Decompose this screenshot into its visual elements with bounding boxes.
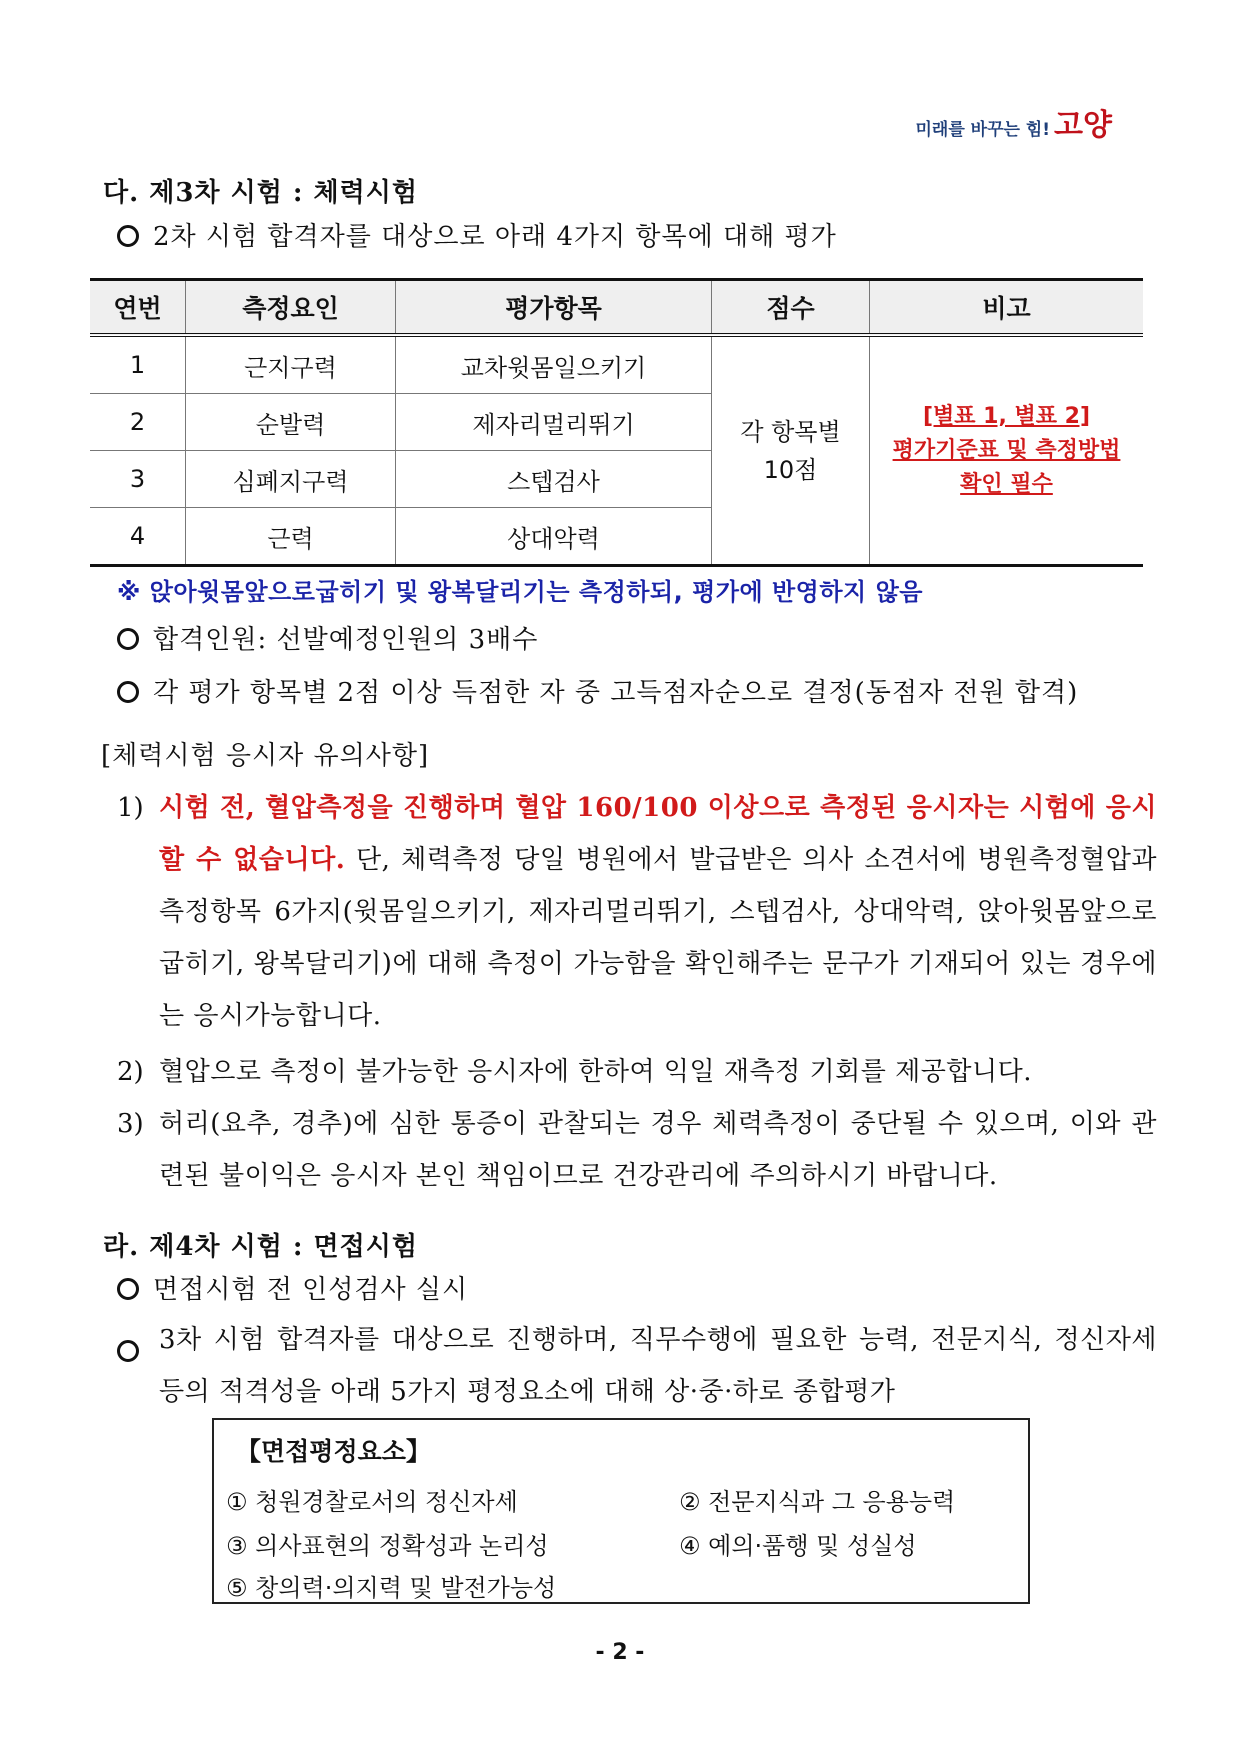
- box-title: 【면접평정요소】: [236, 1437, 431, 1466]
- row-item: 교차윗몸일으키기: [396, 335, 712, 394]
- factor-item: ④ 예의·품행 및 성실성: [679, 1532, 917, 1560]
- caution-item-1: [117, 782, 1157, 1042]
- header-remark: 비고: [870, 280, 1144, 336]
- factor-item: ③ 의사표현의 정확성과 논리성: [226, 1532, 549, 1560]
- factor-item: ⑤ 창의력·의지력 및 발전가능성: [226, 1574, 557, 1602]
- section4-bullet-1: 면접시험 전 인성검사 실시: [117, 1275, 468, 1305]
- caution-text: 혈압으로 측정이 불가능한 응시자에 한하여 익일 재측정 기회를 제공합니다.: [159, 1057, 1032, 1087]
- caution-item-3: [117, 1098, 1157, 1202]
- pass-count-bullet: 합격인원: 선발예정인원의 3배수: [117, 625, 538, 655]
- section3-heading: 다. 제3차 시험 : 체력시험: [103, 178, 418, 208]
- row-item: 상대악력: [396, 508, 712, 566]
- header-no: 연번: [90, 280, 186, 336]
- caution-number: 2): [117, 1057, 144, 1087]
- remark-line3: 확인 필수: [960, 471, 1053, 497]
- section4-bullet-2: 3차 시험 합격자를 대상으로 진행하며, 직무수행에 필요한 능력, 전문지식, 정신자세 등의 적격성을 아래 5가지 평정요소에 대해 상·중·하로 종합평가: [117, 1314, 1157, 1418]
- circle-bullet-icon: [117, 628, 139, 650]
- cautions-title: [체력시험 응시자 유의사항]: [101, 741, 430, 771]
- remark-cell: [870, 335, 1144, 566]
- section4-heading: 라. 제4차 시험 : 면접시험: [103, 1232, 418, 1262]
- row-factor: 근력: [186, 508, 396, 566]
- brand-name: 고양: [1054, 108, 1112, 143]
- page-number: - 2 -: [595, 1640, 645, 1665]
- table-header-row: [90, 280, 1143, 336]
- score-cell: 각 항목별 10점: [712, 335, 870, 566]
- evaluation-note: ※ 앉아윗몸앞으로굽히기 및 왕복달리기는 측정하되, 평가에 반영하지 않음: [117, 578, 923, 606]
- circle-bullet-icon: [117, 681, 139, 703]
- row-factor: 근지구력: [186, 335, 396, 394]
- factor-item: ② 전문지식과 그 응용능력: [679, 1488, 956, 1516]
- row-factor: 심폐지구력: [186, 451, 396, 508]
- brand-logo: [915, 100, 1112, 144]
- row-no: 3: [90, 451, 186, 508]
- remark-line2: 평가기준표 및 측정방법: [892, 437, 1121, 463]
- pass-criteria-bullet: 각 평가 항목별 2점 이상 득점한 자 중 고득점자순으로 결정(동점자 전원 합격): [117, 678, 1078, 708]
- remark-line1: [별표 1, 별표 2]: [922, 403, 1091, 429]
- row-item: 스텝검사: [396, 451, 712, 508]
- header-score: 점수: [712, 280, 870, 336]
- section3-intro: 2차 시험 합격자를 대상으로 아래 4가지 항목에 대해 평가: [117, 222, 837, 252]
- row-factor: 순발력: [186, 394, 396, 451]
- header-item: 평가항목: [396, 280, 712, 336]
- circle-bullet-icon: [117, 225, 139, 247]
- row-no: 2: [90, 394, 186, 451]
- row-no: 1: [90, 335, 186, 394]
- caution-number: 1): [117, 793, 144, 823]
- header-factor: 측정요인: [186, 280, 396, 336]
- caution-item-2: [117, 1046, 1157, 1098]
- caution-text: 허리(요추, 경추)에 심한 통증이 관찰되는 경우 체력측정이 중단될 수 있으며, 이와 관련된 불이익은 응시자 본인 책임이므로 건강관리에 주의하시기 바랍니다.: [159, 1109, 1157, 1191]
- fitness-test-table: [90, 278, 1143, 567]
- circle-bullet-icon: [117, 1278, 139, 1300]
- caution-text: 단, 체력측정 당일 병원에서 발급받은 의사 소견서에 병원측정혈압과 측정항목 6가지(윗몸일으키기, 제자리멀리뛰기, 스텝검사, 상대악력, 앉아윗몸앞으로굽히기, 왕복달리기)에 대해 측정이 가능함을 확인해주는 문구가 기재되어 있는 경우에는 응시가능합니다.: [159, 845, 1157, 1031]
- brand-slogan: 미래를 바꾸는 힘!: [915, 120, 1051, 140]
- table-row: [90, 335, 1143, 394]
- row-no: 4: [90, 508, 186, 566]
- circle-bullet-icon: [117, 1340, 139, 1362]
- caution-number: 3): [117, 1109, 144, 1139]
- interview-factors-box: [212, 1418, 1030, 1604]
- caution-red-text: 시험 전, 혈압측정을 진행하며 혈압 160/100 이상으로 측정된 응시자는 시험에 응시할 수 없습니다.: [159, 793, 1157, 875]
- factor-item: ① 청원경찰로서의 정신자세: [226, 1488, 518, 1516]
- row-item: 제자리멀리뛰기: [396, 394, 712, 451]
